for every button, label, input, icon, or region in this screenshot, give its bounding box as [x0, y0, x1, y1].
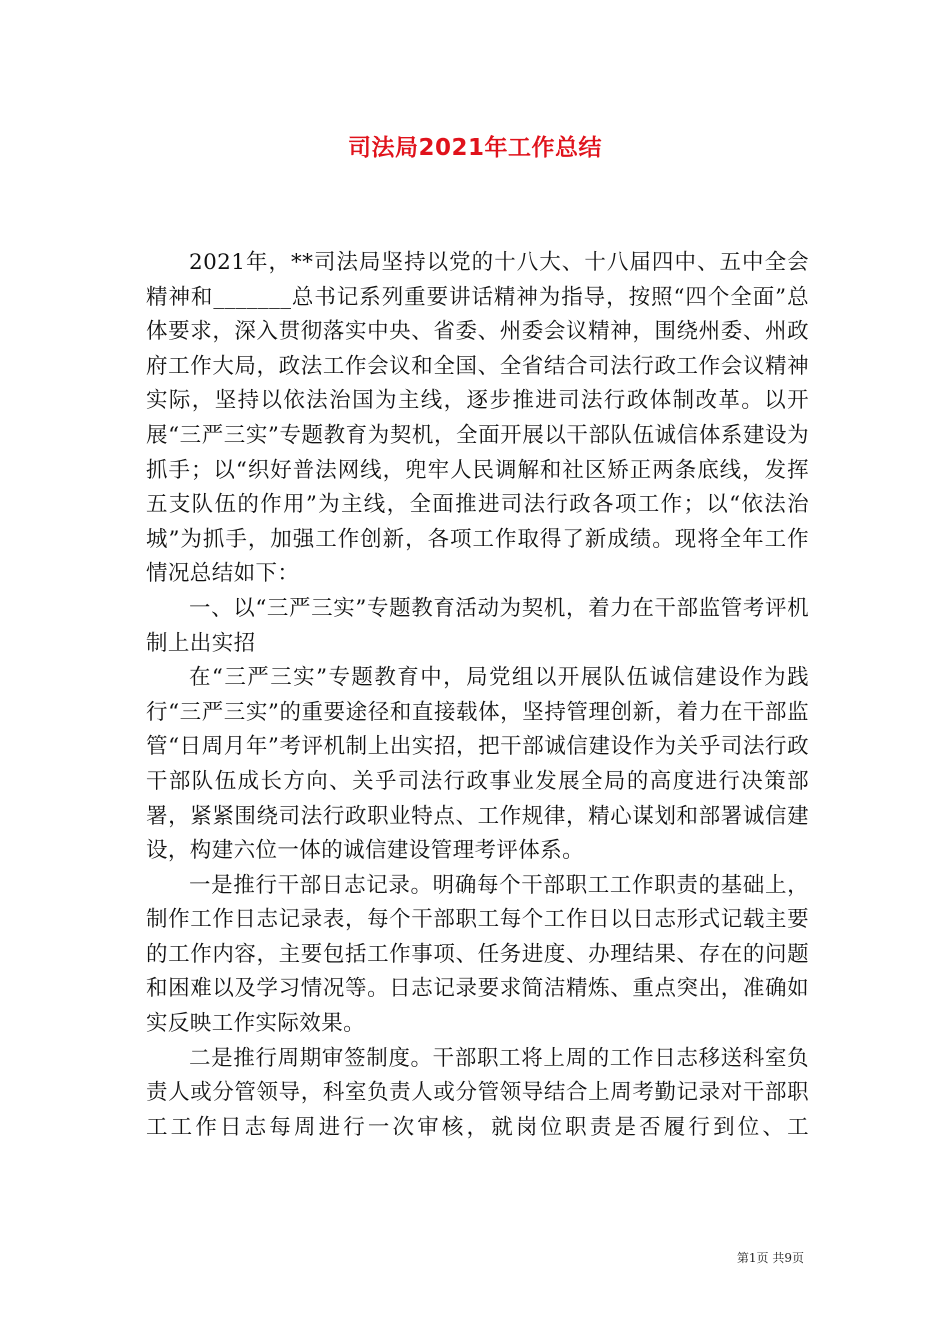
- paragraph-item-2: 二是推行周期审签制度。干部职工将上周的工作日志移送科室负责人或分管领导，科室负责人或分管领导结合上周考勤记录对干部职工工作日志每周进行一次审核，就岗位职责是否履行到位、工: [146, 1045, 809, 1140]
- page-number-footer: [737, 1250, 804, 1266]
- section-heading-1: 一、以“三严三实”专题教育活动为契机，着力在干部监管考评机制上出实招: [146, 595, 809, 656]
- document-title: 司法局2021年工作总结: [347, 135, 602, 161]
- paragraph-intro: 2021年，**司法局坚持以党的十八大、十八届四中、五中全会精神和_______总书记系列重要讲话精神为指导，按照“四个全面”总体要求，深入贯彻落实中央、省委、州委会议精神，围绕州委、州政府工作大局，政法工作会议和全国、全省结合司法行政工作会议精神实际，坚持以依法治国为主线，逐步推进司法行政体制改革。以开展“三严三实”专题教育为契机，全面开展以干部队伍诚信体系建设为抓手；以“织好普法网线，兜牢人民调解和社区矫正两条底线，发挥五支队伍的作用”为主线，全面推进司法行政各项工作；以“依法治城”为抓手，加强工作创新，各项工作取得了新成绩。现将全年工作情况总结如下：: [146, 250, 809, 587]
- paragraph-section-1: 在“三严三实”专题教育中，局党组以开展队伍诚信建设作为践行“三严三实”的重要途径和直接载体，坚持管理创新，着力在干部监管“日周月年”考评机制上出实招，把干部诚信建设作为关乎司法行政干部队伍成长方向、关乎司法行政事业发展全局的高度进行决策部署，紧紧围绕司法行政职业特点、工作规律，精心谋划和部署诚信建设，构建六位一体的诚信建设管理考评体系。: [146, 665, 809, 864]
- page-number-label: 第1页 共9页: [736, 1251, 804, 1265]
- paragraph-item-1: 一是推行干部日志记录。明确每个干部职工工作职责的基础上，制作工作日志记录表，每个干部职工每个工作日以日志形式记载主要的工作内容，主要包括工作事项、任务进度、办理结果、存在的问题和困难以及学习情况等。日志记录要求简洁精炼、重点突出，准确如实反映工作实际效果。: [146, 872, 809, 1037]
- document-body: [146, 246, 809, 1145]
